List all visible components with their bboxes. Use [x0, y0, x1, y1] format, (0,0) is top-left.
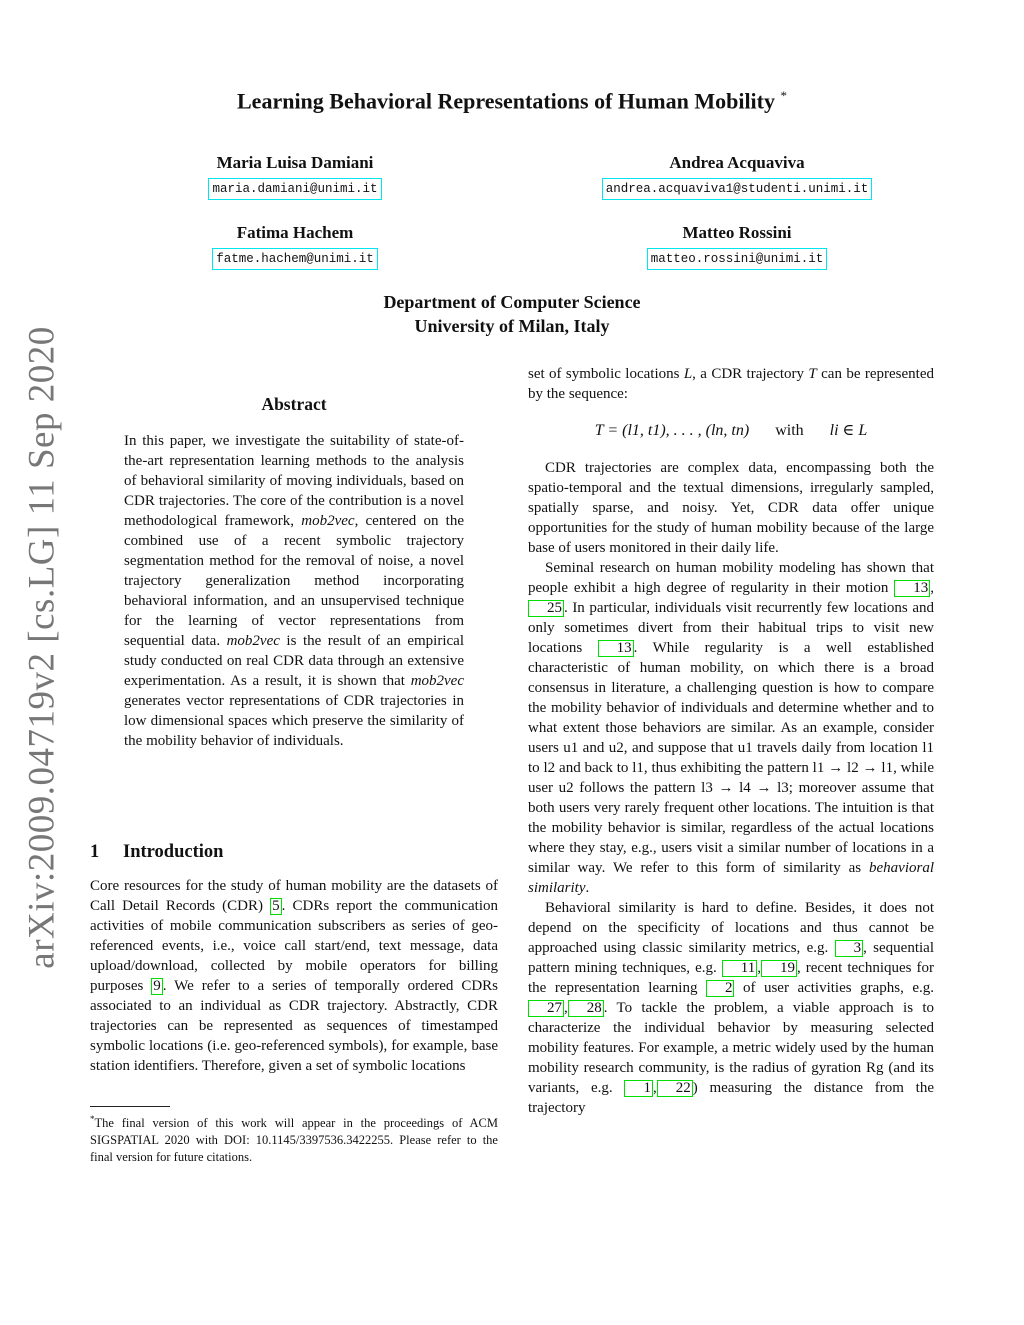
footnote-mark: *	[90, 1114, 95, 1124]
paragraph: set of symbolic locations L, a CDR trajectory T can be represented by the sequence:	[528, 366, 934, 402]
citation-link[interactable]: 22	[657, 1080, 693, 1097]
arxiv-id-text: arXiv:2009.04719v2 [cs.LG] 11 Sep 2020	[21, 326, 63, 969]
affiliation	[0, 290, 1024, 338]
method-name: mob2vec	[410, 673, 464, 689]
citation-link[interactable]: 1	[624, 1080, 653, 1097]
section-heading-introduction	[90, 842, 223, 863]
author-email-link[interactable]: matteo.rossini@unimi.it	[647, 248, 828, 270]
paper-title	[0, 88, 1024, 114]
author-name: Maria Luisa Damiani	[216, 153, 374, 172]
method-name: mob2vec	[226, 633, 280, 649]
right-column-text	[528, 458, 934, 1118]
text-run: Core resources for the study of human mobility are the datasets of Call Detail Records (CDR)	[90, 878, 498, 914]
author-block	[190, 152, 400, 200]
text-run: . CDRs report the communication activities of mobile communication subscribers as series of geo-referenced events, i.e., voice call start/end, text message, data upload/download, collected by mobile operators for billing purposes	[90, 898, 498, 994]
paragraph: Seminal research on human mobility modeling has shown that people exhibit a high degree of regularity in their motion 13 ,25 . In particular, individuals visit recurrently few locations and only sometimes divert from their habitual trips to visit new locations 13 . While regularity is a well established characteristic of human mobility, on which there is a broad consensus in literature, a challenging question is how to compare the mobility behavior of individuals and determine whether and to what extent those behaviors are similar. As an example, consider users u1 and u2, and suppose that u1 travels daily from location l1 to l2 and back to l1, thus exhibiting the pattern l1 → l2 → l1, while user u2 follows the pattern l3 → l4 → l3; moreover assume that both users very rarely frequent other locations. The intuition is that the mobility behavior is similar, regardless of the actual locations where they stay, e.g., users visit a similar number of locations in a similar way. We refer to this form of similarity as behavioral similarity.	[528, 560, 934, 896]
citation-link[interactable]: 13	[894, 580, 930, 597]
text-run: can be represented by the sequence:	[528, 366, 934, 402]
paragraph: Behavioral similarity is hard to define. Besides, it does not depend on the specificity of locations and thus cannot be approached using classic similarity metrics, e.g. 3 , sequential pattern mining techniques, e.g. 11 , 19 , recent techniques for the representation learning 2 of user activities graphs, e.g. 27 , 28 . To tackle the problem, a viable approach is to characterize the individual behavior by measuring selected mobility features. For example, a metric widely used by the human mobility research community, is the radius of gyration Rg (and its variants, e.g. 1 , 22 ) measuring the distance from the trajectory	[528, 900, 935, 1116]
abstract-part: , centered on the combined use of a recent symbolic trajectory segmentation method for the removal of noise, a novel trajectory generalization method incorporating behavioral information, and an unsupervised technique for the learning of vector representations from sequential data.	[124, 513, 464, 649]
citation-link[interactable]: 13	[598, 640, 634, 657]
text-run: . In particular, individuals visit recurrently few locations and only sometimes divert from their habitual trips to visit new locations	[528, 600, 934, 656]
affiliation-department: Department of Computer Science	[383, 292, 641, 312]
author-email-link[interactable]: fatme.hachem@unimi.it	[212, 248, 378, 270]
citation-link[interactable]: 5	[272, 898, 280, 914]
text-run: Seminal research on human mobility modeling has shown that people exhibit a high degree of regularity in their motion	[528, 560, 934, 596]
footnote-rule	[90, 1106, 170, 1107]
citation-link[interactable]: 9	[153, 978, 161, 994]
citation-link[interactable]: 19	[761, 960, 797, 977]
author-email-link[interactable]: andrea.acquaviva1@studenti.unimi.it	[602, 178, 873, 200]
text-run: . While regularity is a well established characteristic of human mobility, on which there is a broad consensus in literature, a challenging question is how to compare the mobility behavior of individuals and determine whether and to what extent those behaviors are similar. As an example, consider users u1 and u2, and suppose that u1 travels daily from location l1 to l2 and back to l1, thus exhibiting the pattern l1 → l2 → l1, while user u2 follows the pattern l3 → l4 → l3; moreover assume that both users very rarely frequent other locations. The intuition is that the mobility behavior is similar, regardless of the actual locations where they stay, e.g., users visit a similar number of locations in a similar way. We refer to this form of similarity as	[528, 640, 934, 876]
abstract-part: is the result of an empirical study conducted on real CDR data through an extensive experimentation. As a result, it is shown that	[124, 633, 464, 689]
defined-term: behavioral similarity	[528, 860, 934, 896]
equation-rhs: li ∈ L	[829, 422, 868, 439]
trajectory-equation	[528, 420, 934, 440]
citation-link[interactable]: 3	[835, 940, 864, 957]
citation-link[interactable]: 25	[528, 600, 564, 617]
text-run: .	[585, 880, 590, 896]
math-symbol: L	[683, 366, 693, 382]
author-name: Andrea Acquaviva	[669, 153, 805, 172]
abstract-text	[124, 431, 464, 751]
citation-link[interactable]: 2	[706, 980, 735, 997]
text-run: of user activities graphs, e.g.	[734, 980, 935, 996]
paragraph: CDR trajectories are complex data, encompassing both the spatio-temporal and the textual dimensions, irregularly sampled, spatially sparse, and noisy. Yet, CDR data offer unique opportunities for the study of human mobility because of the large base of users monitored in their daily life.	[528, 460, 934, 556]
author-block	[596, 152, 878, 200]
section-number: 1	[90, 842, 100, 862]
paragraph	[90, 876, 498, 1076]
equation-lhs: T = (l1, t1), . . . , (ln, tn)	[594, 422, 750, 439]
text-run: . We refer to a series of temporally ordered CDRs associated to an individual as CDR trajectory. Abstractly, CDR trajectories can be represented as sequences of timestamped symbolic locations (i.e. geo-referenced symbols), for example, base station identifiers. Therefore, given a set of symbolic locations	[90, 978, 498, 1074]
abstract-part: In this paper, we investigate the suitability of state-of-the-art representation learning methods to the analysis of behavioral similarity of moving individuals, based on CDR trajectories. The core of the contribution is a novel methodological framework,	[124, 433, 464, 529]
abstract-heading: Abstract	[261, 394, 327, 414]
text-run: , recent techniques for the representation learning	[528, 960, 935, 996]
author-block	[190, 222, 400, 270]
title-footnote-mark: *	[780, 88, 787, 103]
text-run: , sequential pattern mining techniques, e.g.	[528, 940, 934, 976]
footnote	[90, 1111, 498, 1166]
footnote-text: The final version of this work will appear in the proceedings of ACM SIGSPATIAL 2020 with DOI: 10.1145/3397536.3422255. Please refer to the final version for future citations.	[90, 1116, 498, 1165]
affiliation-university: University of Milan, Italy	[414, 316, 610, 336]
citation-link[interactable]: 11	[722, 960, 757, 977]
equation-with: with	[775, 422, 804, 439]
author-email-link[interactable]: maria.damiani@unimi.it	[208, 178, 381, 200]
author-name: Fatima Hachem	[236, 223, 354, 242]
text-run: . To tackle the problem, a viable approach is to characterize the individual behavior by measuring selected mobility features. For example, a metric widely used by the human mobility research community, is the radius of gyration Rg (and its variants, e.g.	[528, 1000, 934, 1096]
paper-title-text: Learning Behavioral Representations of Human Mobility	[237, 88, 775, 114]
citation-link[interactable]: 28	[568, 1000, 604, 1017]
right-column-continuation	[528, 364, 934, 404]
method-name: mob2vec	[301, 513, 355, 529]
arxiv-identifier-stamp	[8, 326, 76, 969]
text-run: , a CDR trajectory	[692, 366, 809, 382]
text-run: ) measuring the distance from the trajectory	[528, 1080, 935, 1116]
math-symbol: T	[808, 366, 817, 382]
abstract-part: generates vector representations of CDR trajectories in low dimensional spaces which preserve the similarity of the mobility behavior of individuals.	[124, 693, 464, 749]
author-name: Matteo Rossini	[682, 223, 792, 242]
left-column-text	[90, 876, 498, 1076]
citation-link[interactable]: 27	[528, 1000, 564, 1017]
section-title: Introduction	[123, 842, 224, 862]
author-block	[616, 222, 858, 270]
text-run: Behavioral similarity is hard to define. Besides, it does not depend on the specificity of locations and thus cannot be approached using classic similarity metrics, e.g.	[528, 900, 934, 956]
